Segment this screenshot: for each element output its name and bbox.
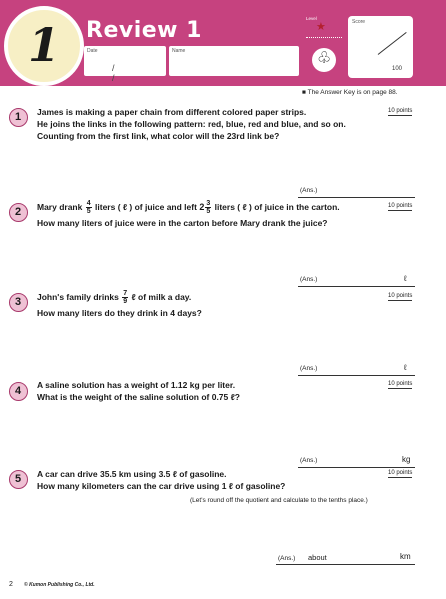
unit-number: 1 bbox=[27, 18, 60, 72]
answer-unit: ℓ bbox=[404, 274, 407, 283]
question-text: A car can drive 35.5 km using 3.5 ℓ of gasoline. How many kilometers can the car drive using 1 ℓ of gasoline? bbox=[37, 469, 286, 491]
name-field[interactable] bbox=[169, 46, 299, 76]
header-banner bbox=[0, 0, 446, 86]
answer-label: (Ans.) bbox=[278, 555, 296, 562]
question-text: A saline solution has a weight of 1.12 kg per liter. What is the weight of the saline solution of 0.75 ℓ? bbox=[37, 380, 240, 402]
answer-unit: kg bbox=[402, 455, 411, 464]
level-label: Level bbox=[306, 16, 317, 21]
points-label: 10 points bbox=[388, 203, 413, 209]
fraction: $\frac{3}{5}$ bbox=[206, 200, 211, 216]
club-icon: ♧ bbox=[312, 48, 336, 72]
question-number-circle: 4 bbox=[9, 382, 28, 401]
fraction: $\frac{4}{5}$ bbox=[86, 200, 91, 216]
question-number-circle: 5 bbox=[9, 470, 28, 489]
score-field[interactable] bbox=[348, 16, 413, 78]
answer-label: (Ans.) bbox=[300, 187, 318, 194]
answer-line[interactable] bbox=[298, 467, 415, 468]
question-text: Mary drank $\frac{4}{5}$ liters ( ℓ ) of juice and left 2 $\frac{3}{5}$ liters ( ℓ ) of juice in the carton. How many liters of juice were in the carton before Mary drank the juice? bbox=[37, 200, 340, 228]
date-label: Date bbox=[87, 48, 98, 54]
level-divider bbox=[306, 37, 342, 38]
answer-key-note: ■ The Answer Key is on page 88. bbox=[302, 89, 398, 96]
question-number-circle: 3 bbox=[9, 293, 28, 312]
points-label: 10 points bbox=[388, 108, 413, 114]
date-field[interactable] bbox=[84, 46, 166, 83]
star-icon: ★ bbox=[316, 21, 326, 33]
fraction: $\frac{7}{9}$ bbox=[123, 290, 128, 306]
answer-prefix: about bbox=[308, 553, 327, 562]
hint-text: (Let's round off the quotient and calculate to the tenths place.) bbox=[190, 497, 368, 504]
date-slashes: / / bbox=[112, 63, 133, 83]
points-label: 10 points bbox=[388, 470, 413, 476]
answer-label: (Ans.) bbox=[300, 457, 318, 464]
answer-label: (Ans.) bbox=[300, 276, 318, 283]
page-number: 2 bbox=[9, 581, 13, 588]
score-slash bbox=[378, 32, 407, 55]
name-label: Name bbox=[172, 48, 186, 54]
answer-label: (Ans.) bbox=[300, 365, 318, 372]
question-text: James is making a paper chain from different colored paper strips. He joins the links in the following pattern: red, blue, red and blue, and so on. Counting from the first link, what color will the 23rd link be? bbox=[37, 107, 346, 141]
answer-unit: km bbox=[400, 552, 411, 561]
answer-line[interactable] bbox=[298, 375, 415, 376]
points-label: 10 points bbox=[388, 293, 413, 299]
unit-number-badge bbox=[4, 6, 84, 86]
question-number-circle: 1 bbox=[9, 108, 28, 127]
score-total: 100 bbox=[392, 66, 403, 72]
answer-line[interactable] bbox=[298, 286, 415, 287]
question-text: John's family drinks $\frac{7}{9}$ ℓ of milk a day. How many liters do they drink in 4 days? bbox=[37, 290, 202, 318]
copyright: © Kumon Publishing Co., Ltd. bbox=[24, 582, 95, 588]
answer-unit: ℓ bbox=[404, 363, 407, 372]
points-label: 10 points bbox=[388, 381, 413, 387]
question-number-circle: 2 bbox=[9, 203, 28, 222]
answer-line[interactable] bbox=[276, 564, 415, 565]
score-label: Score bbox=[352, 19, 366, 25]
page-title: Review 1 bbox=[86, 18, 202, 43]
